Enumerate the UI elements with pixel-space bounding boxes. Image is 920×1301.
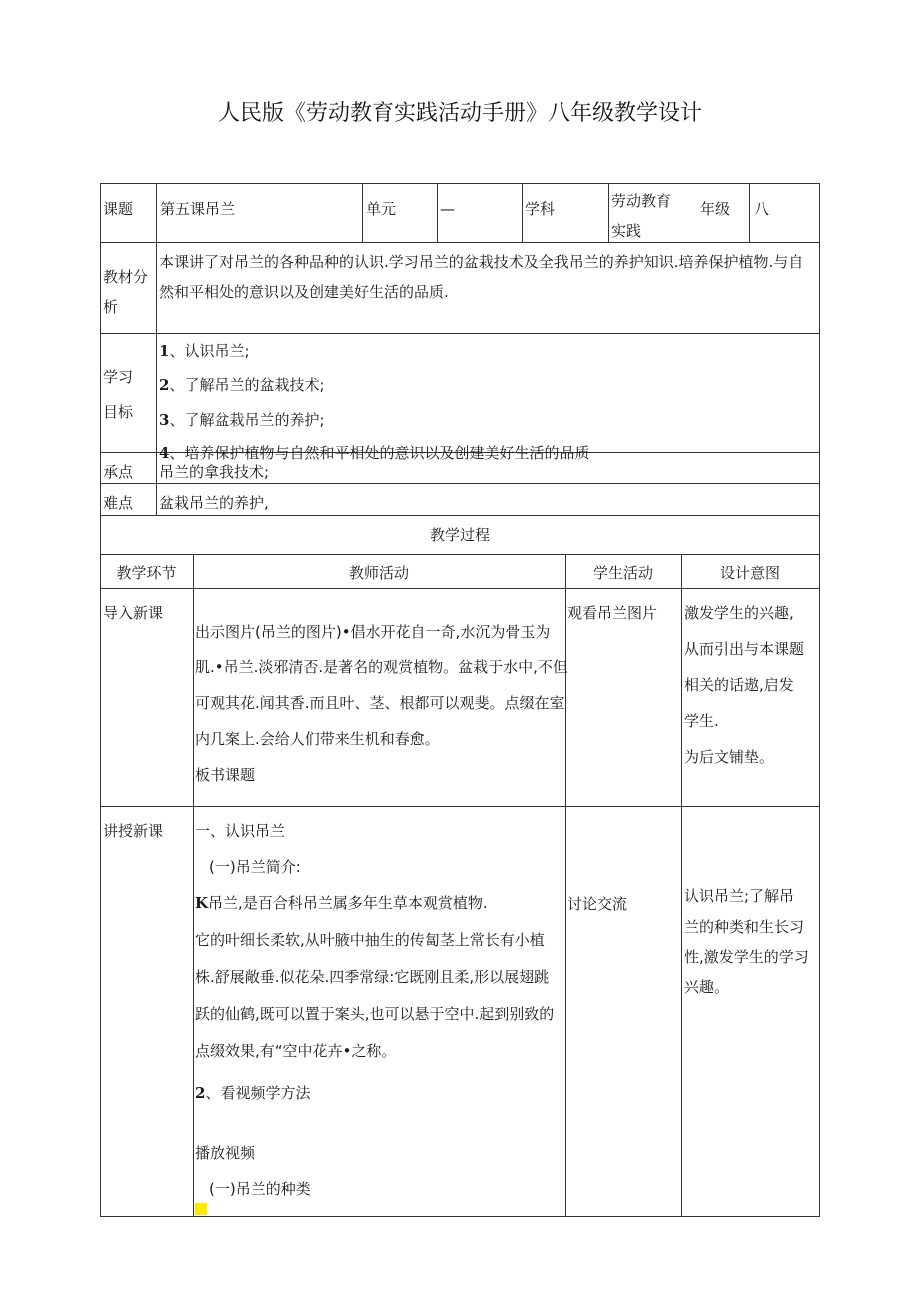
analysis-label-line1: 教材分 <box>103 268 149 286</box>
objective-item: 4、培养保护植物与自然和平相处的意识以及创建美好生活的品质 <box>159 444 590 462</box>
intro-student: 观看吊兰图片 <box>567 604 658 622</box>
key-point-label: 承点 <box>103 463 134 481</box>
subject-value-line2: 实践 <box>611 222 642 240</box>
difficulty-text: 盆栽吊兰的养护, <box>159 494 269 512</box>
header-step: 教学环节 <box>116 564 177 582</box>
page-title: 人民版《劳动教育实践活动手册》八年级教学设计 <box>217 101 702 126</box>
analysis-text-line2: 然和平相处的意识以及创建美好生活的品质. <box>159 283 449 301</box>
objective-item: 2、了解吊兰的盆栽技术; <box>159 376 325 394</box>
key-point-text: 吊兰的拿我技术; <box>159 463 270 481</box>
objectives-list <box>157 334 817 462</box>
header-intent: 设计意图 <box>719 564 780 582</box>
analysis-label-line2: 析 <box>103 298 119 316</box>
unit-value: — <box>440 200 455 218</box>
teach-subheading-2: (一)吊兰的种类 <box>209 1180 311 1198</box>
teach-intro-line: K吊兰,是百合科吊兰属多年生草本观赏植物. <box>195 894 488 912</box>
grade-label: 年级 <box>700 200 731 218</box>
unit-label: 单元 <box>366 200 397 218</box>
header-teacher: 教师活动 <box>348 564 409 582</box>
teach-heading: 一、认识吊兰 <box>195 822 286 840</box>
highlight-marker <box>195 1203 207 1215</box>
teach-step: 讲授新课 <box>103 822 164 840</box>
grade-value: 八 <box>754 200 770 218</box>
difficulty-label: 难点 <box>103 494 134 512</box>
objectives-label-line2: 目标 <box>103 403 134 421</box>
intro-step: 导入新课 <box>103 604 164 622</box>
lesson-label: 课题 <box>103 200 134 218</box>
teach-item2: 2、看视频学方法 <box>195 1084 311 1102</box>
objective-item: 1、认识吊兰; <box>159 342 250 360</box>
process-title: 教学过程 <box>429 526 490 544</box>
subject-label: 学科 <box>525 200 556 218</box>
teach-video: 播放视频 <box>195 1144 256 1162</box>
header-student: 学生活动 <box>592 564 653 582</box>
subject-value-line1: 劳动教育 <box>611 192 672 210</box>
teach-student: 讨论交流 <box>567 895 628 913</box>
teach-subheading: (一)吊兰简介: <box>209 858 301 876</box>
objective-item: 3、了解盆栽吊兰的养护; <box>159 411 325 429</box>
objectives-label-line1: 学习 <box>103 368 134 386</box>
analysis-text-line1: 本课讲了对吊兰的各种品种的认识.学习吊兰的盆栽技术及全我吊兰的养护知识.培养保护植物.与自 <box>159 253 804 271</box>
lesson-value: 第五课吊兰 <box>160 200 236 218</box>
